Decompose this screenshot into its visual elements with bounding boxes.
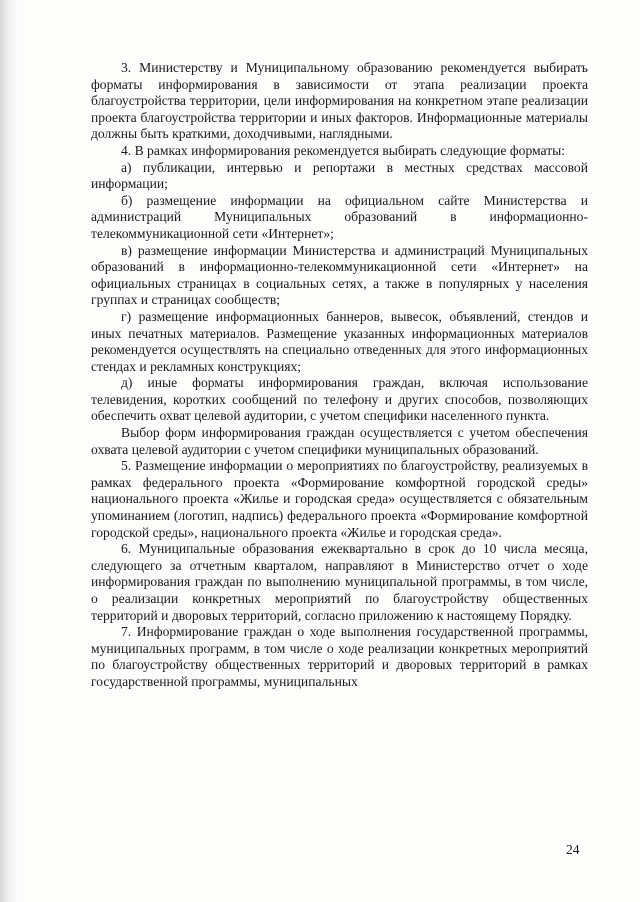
paragraph-item-5: 5. Размещение информации о мероприятиях по благоустройству, реализуемых в рамках федерального проекта «Формирование комфортной городской среды» национального проекта «Жилье и городская среда» осуществляется с обязательным упоминанием (логотип, надпись) федерального проекта «Формирование комфортной городской среды», национального проекта «Жилье и городская среда». xyxy=(91,458,588,540)
list-item-b: б) размещение информации на официальном сайте Министерства и администраций Муниципальных образований в информационно-телекоммуникационной сети «Интернет»; xyxy=(91,192,588,241)
scan-edge-shadow xyxy=(0,0,18,902)
list-item-v: в) размещение информации Министерства и администраций Муниципальных образований в информационно-телекоммуникационной сети «Интернет» на официальных страницах в социальных сетях, а также в популярных у населения группах и страницах сообществ; xyxy=(91,242,588,308)
page-number: 24 xyxy=(566,842,580,857)
paragraph-form-choice: Выбор форм информирования граждан осуществляется с учетом обеспечения охвата целевой аудитории с учетом специфики муниципальных образований. xyxy=(91,425,588,457)
document-body xyxy=(91,60,588,691)
paragraph-item-4: 4. В рамках информирования рекомендуется выбирать следующие форматы: xyxy=(121,142,566,158)
list-item-g: г) размещение информационных баннеров, вывесок, объявлений, стендов и иных печатных материалов. Размещение указанных информационных материалов рекомендуется осуществлять на специально отведенных для этого информационных стендах и рекламных конструкциях; xyxy=(91,308,588,374)
list-item-d: д) иные форматы информирования граждан, включая использование телевидения, коротких сообщений по телефону и других способов, позволяющих обеспечить охват целевой аудитории, с учетом специфики населенного пункта. xyxy=(91,375,588,424)
paragraph-item-7: 7. Информирование граждан о ходе выполнения государственной программы, муниципальных программ, в том числе о ходе реализации конкретных мероприятий по благоустройству общественных территорий и дворовых территорий в рамках государственной программы, муниципальных xyxy=(91,624,588,689)
paragraph-item-3: 3. Министерству и Муниципальному образованию рекомендуется выбирать форматы информирования в зависимости от этапа реализации проекта благоустройства территории, цели информирования на конкретном этапе реализации проекта благоустройства территории и иных факторов. Информационные материалы должны быть краткими, доходчивыми, наглядными. xyxy=(91,60,588,142)
paragraph-item-6: 6. Муниципальные образования ежеквартально в срок до 10 числа месяца, следующего за отчетным кварталом, направляют в Министерство отчет о ходе информирования граждан по выполнению муниципальной программы, в том числе, о реализации конкретных мероприятий по благоустройству общественных территорий и дворовых территорий, согласно приложению к настоящему Порядку. xyxy=(91,541,588,623)
list-item-a: а) публикации, интервью и репортажи в местных средствах массовой информации; xyxy=(91,159,588,192)
